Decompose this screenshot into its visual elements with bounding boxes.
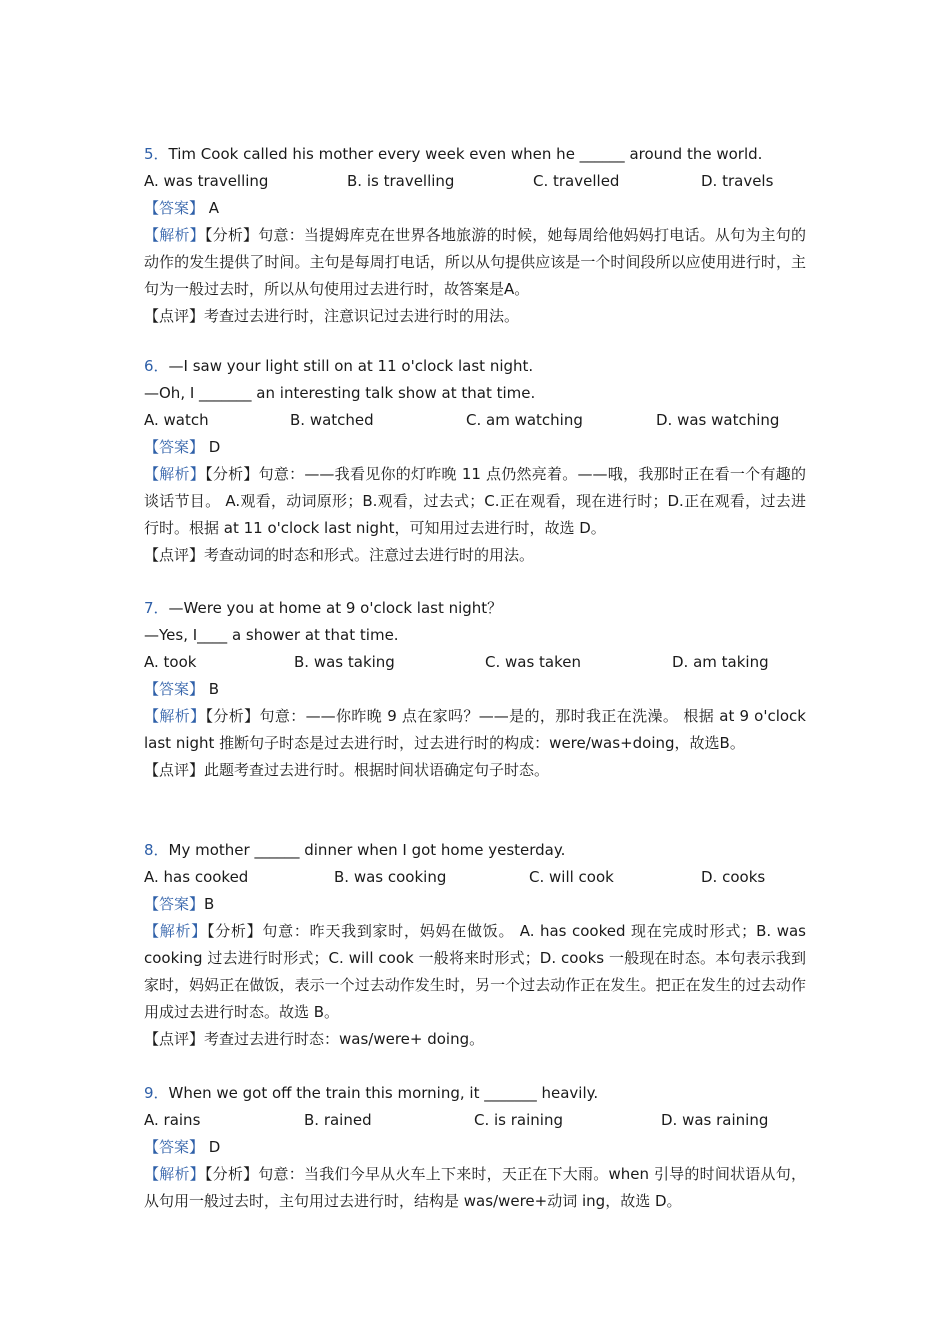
options-row bbox=[144, 1107, 806, 1134]
question-number: 9． bbox=[144, 1084, 169, 1102]
options-row bbox=[144, 407, 806, 434]
option-a: A. watch bbox=[144, 411, 209, 429]
option-a: A. has cooked bbox=[144, 868, 249, 886]
question-stem bbox=[144, 141, 806, 168]
option-c: C. travelled bbox=[533, 172, 620, 190]
analysis-text: 【分析】句意：当我们今早从火车上下来时，天正在下大雨。when 引导的时间状语从句，从句用一般过去时，主句用过去进行时，结构是 was/were+动词 ing，故选 D。 bbox=[144, 1165, 806, 1210]
option-b: B. watched bbox=[290, 411, 374, 429]
answer-line bbox=[144, 195, 806, 222]
option-c: C. will cook bbox=[529, 868, 614, 886]
answer-value: D bbox=[208, 1138, 221, 1156]
option-c: C. is raining bbox=[474, 1111, 563, 1129]
option-d: D. was raining bbox=[661, 1111, 769, 1129]
stem-text: —I saw your light still on at 11 o'clock last night. bbox=[168, 357, 534, 375]
answer-tag: 【答案】 bbox=[144, 895, 205, 913]
answer-line bbox=[144, 434, 806, 461]
options-row bbox=[144, 649, 806, 676]
question-8 bbox=[144, 837, 806, 1053]
answer-value: D bbox=[208, 438, 221, 456]
analysis-tag: 【解析】 bbox=[144, 1165, 205, 1183]
option-b: B. rained bbox=[304, 1111, 372, 1129]
question-stem bbox=[144, 595, 806, 622]
answer-line bbox=[144, 676, 806, 703]
question-9 bbox=[144, 1080, 806, 1215]
question-stem bbox=[144, 1080, 806, 1107]
stem-text-line-2: —Yes, I____ a shower at that time. bbox=[144, 626, 399, 644]
stem-text: When we got off the train this morning, it _______ heavily. bbox=[168, 1084, 599, 1102]
answer-tag: 【答案】 bbox=[144, 438, 205, 456]
answer-value: B bbox=[204, 895, 215, 913]
option-b: B. was cooking bbox=[334, 868, 447, 886]
option-d: D. cooks bbox=[701, 868, 766, 886]
option-c: C. am watching bbox=[466, 411, 583, 429]
question-number: 6． bbox=[144, 357, 169, 375]
answer-tag: 【答案】 bbox=[144, 1138, 205, 1156]
option-a: A. was travelling bbox=[144, 172, 269, 190]
option-b: B. is travelling bbox=[347, 172, 455, 190]
analysis-tag: 【解析】 bbox=[144, 707, 206, 725]
answer-tag: 【答案】 bbox=[144, 680, 205, 698]
analysis-text: 【分析】句意：昨天我到家时，妈妈在做饭。 A. has cooked 现在完成时形式；B. was cooking 过去进行时形式；C. will cook 一般将来时形式；D. cooks 一般现在时态。本句表示我到家时，妈妈正在做饭，表示一个过去动作发生时，另一个过去动作正在发生。把正在发生的过去动作用成过去进行时态。故选 B。 bbox=[144, 922, 806, 1021]
question-7 bbox=[144, 595, 806, 784]
options-row bbox=[144, 864, 806, 891]
answer-tag: 【答案】 bbox=[144, 199, 205, 217]
comment-line: 【点评】此题考查过去进行时。根据时间状语确定句子时态。 bbox=[144, 761, 550, 779]
analysis-paragraph bbox=[144, 222, 806, 303]
analysis-tag: 【解析】 bbox=[144, 922, 207, 940]
analysis-tag: 【解析】 bbox=[144, 226, 205, 244]
option-c: C. was taken bbox=[485, 653, 582, 671]
analysis-paragraph bbox=[144, 703, 806, 757]
option-a: A. rains bbox=[144, 1111, 201, 1129]
question-5 bbox=[144, 141, 806, 330]
stem-text-line-2: —Oh, I _______ an interesting talk show at that time. bbox=[144, 384, 536, 402]
option-d: D. am taking bbox=[672, 653, 769, 671]
option-b: B. was taking bbox=[294, 653, 395, 671]
question-number: 5． bbox=[144, 145, 169, 163]
option-d: D. travels bbox=[701, 172, 774, 190]
analysis-text: 【分析】句意：当提姆库克在世界各地旅游的时候，她每周给他妈妈打电话。从句为主句的动作的发生提供了时间。主句是每周打电话，所以从句提供应该是一个时间段所以应使用进行时，主句为一般过去时，所以从句使用过去进行时，故答案是A。 bbox=[144, 226, 806, 298]
stem-text: My mother ______ dinner when I got home yesterday. bbox=[168, 841, 566, 859]
comment-line: 【点评】考查过去进行时态：was/were+ doing。 bbox=[144, 1030, 485, 1048]
comment-line: 【点评】考查过去进行时，注意识记过去进行时的用法。 bbox=[144, 307, 520, 325]
answer-line bbox=[144, 891, 806, 918]
comment-line: 【点评】考查动词的时态和形式。注意过去进行时的用法。 bbox=[144, 546, 535, 564]
stem-text: —Were you at home at 9 o'clock last night？ bbox=[168, 599, 503, 617]
option-a: A. took bbox=[144, 653, 197, 671]
analysis-text: 【分析】句意：——你昨晚 9 点在家吗？——是的，那时我正在洗澡。 根据 at 9 o'clock last night 推断句子时态是过去进行时，过去进行时的构成：were/was+doing，故选B。 bbox=[144, 707, 806, 752]
analysis-tag: 【解析】 bbox=[144, 465, 206, 483]
analysis-paragraph bbox=[144, 1161, 806, 1215]
answer-value: A bbox=[208, 199, 220, 217]
answer-value: B bbox=[208, 680, 220, 698]
answer-line bbox=[144, 1134, 806, 1161]
question-stem bbox=[144, 353, 806, 380]
question-number: 7． bbox=[144, 599, 169, 617]
analysis-text: 【分析】句意：——我看见你的灯昨晚 11 点仍然亮着。——哦，我那时正在看一个有趣的谈话节目。 A.观看，动词原形；B.观看，过去式；C.正在观看，现在进行时；D.正在观看，过去进行时。根据 at 11 o'clock last night，可知用过去进行时，故选 D。 bbox=[144, 465, 806, 537]
question-6 bbox=[144, 353, 806, 569]
option-d: D. was watching bbox=[656, 411, 780, 429]
options-row bbox=[144, 168, 806, 195]
stem-text: Tim Cook called his mother every week even when he ______ around the world. bbox=[168, 145, 763, 163]
analysis-paragraph bbox=[144, 461, 806, 542]
question-stem bbox=[144, 837, 806, 864]
analysis-paragraph bbox=[144, 918, 806, 1026]
question-number: 8． bbox=[144, 841, 169, 859]
